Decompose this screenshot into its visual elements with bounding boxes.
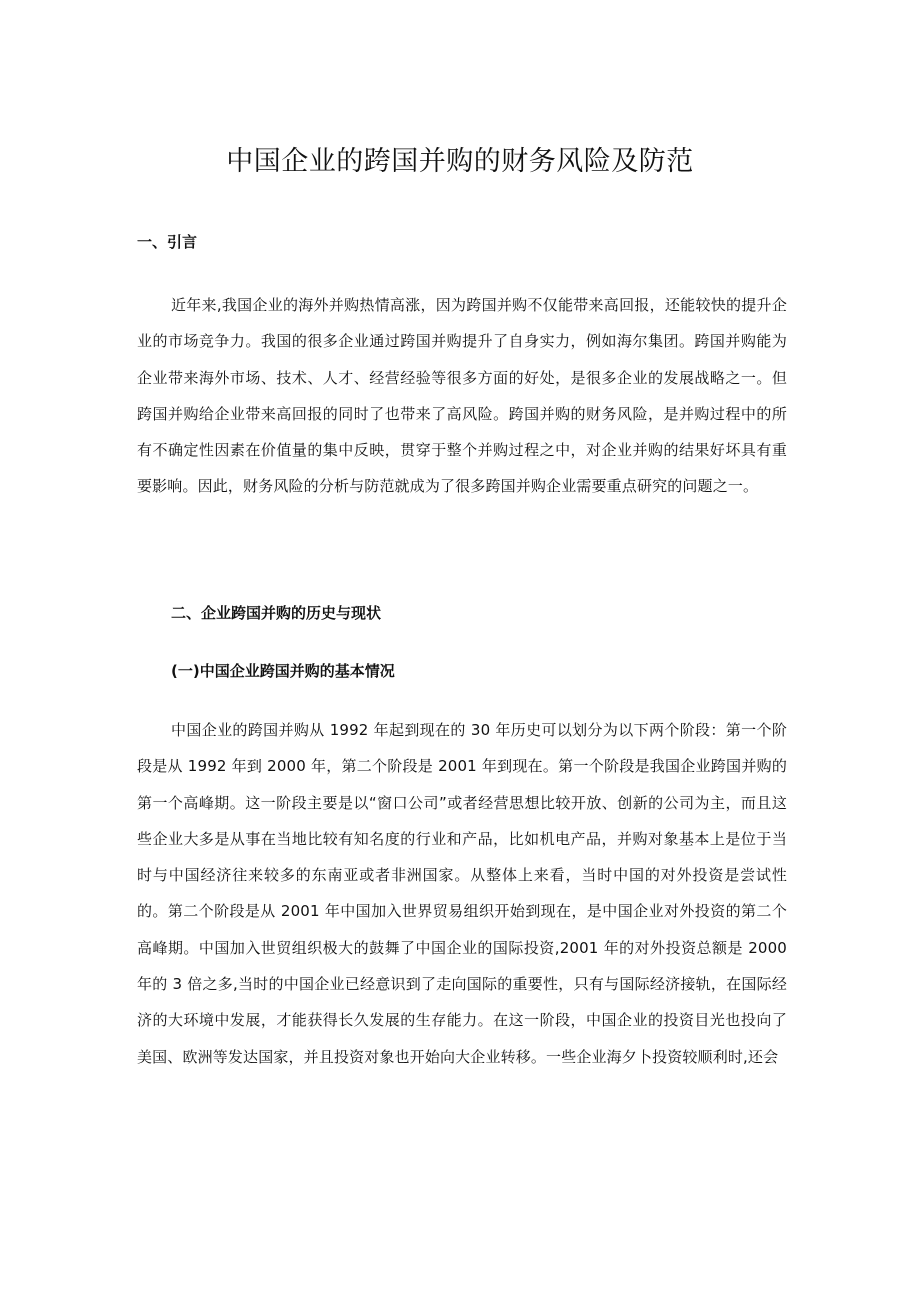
section-heading-introduction: 一、引言 bbox=[137, 233, 198, 251]
subsection-heading-basic-situation: (一)中国企业跨国并购的基本情况 bbox=[171, 662, 395, 680]
section-heading-history: 二、企业跨国并购的历史与现状 bbox=[171, 604, 382, 622]
document-title: 中国企业的跨国并购的财务风险及防范 bbox=[226, 146, 694, 177]
introduction-paragraph: 近年来,我国企业的海外并购热情高涨，因为跨国并购不仅能带来高回报，还能较快的提升企业的市场竞争力。我国的很多企业通过跨国并购提升了自身实力，例如海尔集团。跨国并购能为企业带来海外市场、技术、人才、经营经验等很多方面的好处，是很多企业的发展战略之一。但跨国并购给企业带来高回报的同时了也带来了高风险。跨国并购的财务风险，是并购过程中的所有不确定性因素在价值量的集中反映，贯穿于整个并购过程之中，对企业并购的结果好坏具有重要影响。因此，财务风险的分析与防范就成为了很多跨国并购企业需要重点研究的问题之一。 bbox=[137, 296, 787, 496]
history-paragraph: 中国企业的跨国并购从 1992 年起到现在的 30 年历史可以划分为以下两个阶段：第一个阶段是从 1992 年到 2000 年，第二个阶段是 2001 年到现在。第一个阶段是我国企业跨国并购的第一个高峰期。这一阶段主要是以“窗口公司”或者经营思想比较开放、创新的公司为主，而且这些企业大多是从事在当地比较有知名度的行业和产品，比如机电产品，并购对象基本上是位于当时与中国经济往来较多的东南亚或者非洲国家。从整体上来看，当时中国的对外投资是尝试性的。第二个阶段是从 2001 年中国加入世界贸易组织开始到现在，是中国企业对外投资的第二个高峰期。中国加入世贸组织极大的鼓舞了中国企业的国际投资,2001 年的对外投资总额是 2000 年的 3 倍之多,当时的中国企业已经意识到了走向国际的重要性，只有与国际经济接轨，在国际经济的大环境中发展，才能获得长久发展的生存能力。在这一阶段，中国企业的投资目光也投向了美国、欧洲等发达国家，并且投资对象也开始向大企业转移。一些企业海夕卜投资较顺利时,还会 bbox=[137, 721, 787, 1066]
